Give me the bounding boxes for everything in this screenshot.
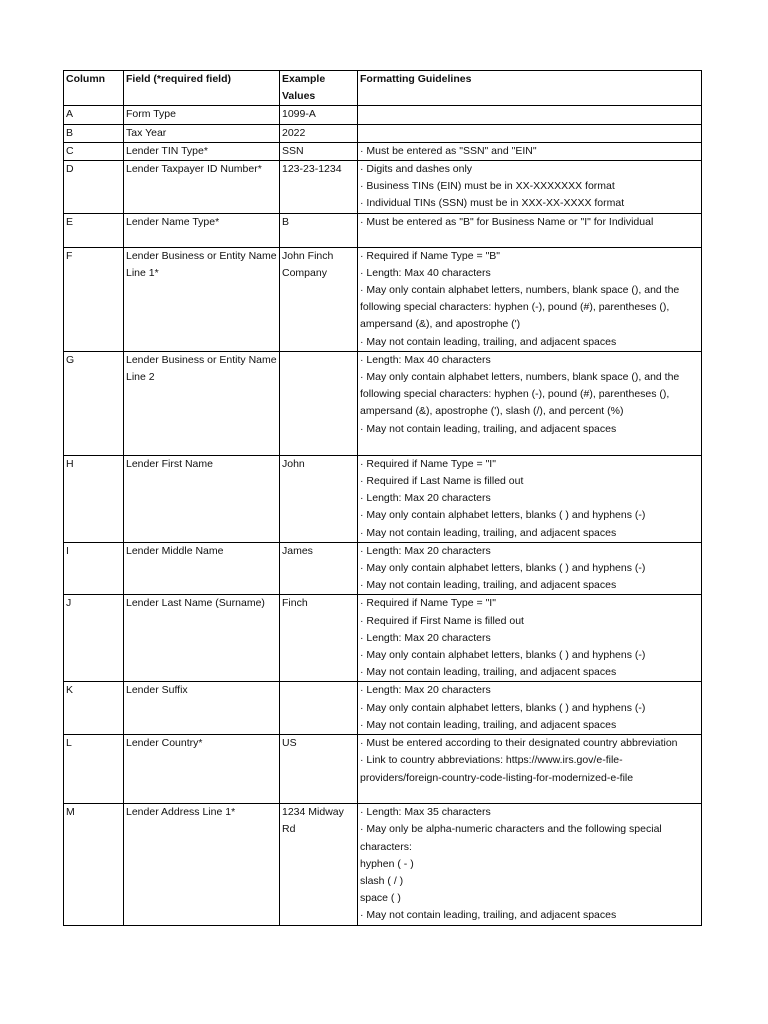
example-value-cell: John Finch Company <box>280 247 358 351</box>
guideline-item: · May only contain alphabet letters, blanks ( ) and hyphens (-) <box>360 649 646 662</box>
guideline-item: · May not contain leading, trailing, and adjacent spaces <box>360 579 617 592</box>
guideline-item: · May not contain leading, trailing, and adjacent spaces <box>360 335 617 348</box>
column-letter-cell: A <box>64 106 124 124</box>
example-value-cell: Finch <box>280 595 358 682</box>
formatting-spec-table <box>63 70 702 926</box>
guideline-item: · May only be alpha-numeric characters and the following special characters: <box>360 823 662 853</box>
field-name-cell: Lender Business or Entity Name Line 1* <box>124 247 280 351</box>
table-row <box>64 595 702 682</box>
table-row <box>64 351 702 455</box>
formatting-guidelines-cell <box>358 804 702 925</box>
formatting-guidelines-cell <box>358 455 702 542</box>
table-body <box>64 106 702 925</box>
guideline-item: · May only contain alphabet letters, numbers, blank space (), and the following special characters: hyphen (-), pound (#), parentheses (), ampersand (&), and apostrophe (') <box>360 284 680 331</box>
formatting-guidelines-cell <box>358 542 702 595</box>
header-formatting-guidelines: Formatting Guidelines <box>358 71 702 106</box>
header-example-values: Example Values <box>280 71 358 106</box>
field-name-cell: Lender Last Name (Surname) <box>124 595 280 682</box>
guideline-item: · May only contain alphabet letters, numbers, blank space (), and the following special characters: hyphen (-), pound (#), parentheses (), ampersand (&), apostrophe ('), slash (/), and percent (%) <box>360 371 680 418</box>
guideline-item: · Required if First Name is filled out <box>360 614 524 627</box>
guideline-item: · May not contain leading, trailing, and adjacent spaces <box>360 909 617 922</box>
table-row <box>64 682 702 735</box>
field-name-cell: Lender Business or Entity Name Line 2 <box>124 351 280 455</box>
guideline-item: · Length: Max 20 characters <box>360 631 491 644</box>
formatting-guidelines-cell <box>358 247 702 351</box>
table-row <box>64 124 702 142</box>
example-value-cell: 2022 <box>280 124 358 142</box>
table-row <box>64 455 702 542</box>
column-letter-cell: L <box>64 735 124 804</box>
column-letter-cell: C <box>64 142 124 160</box>
guideline-item: · Digits and dashes only <box>360 163 473 176</box>
table-row <box>64 142 702 160</box>
field-name-cell: Lender Suffix <box>124 682 280 735</box>
formatting-guidelines-cell <box>358 213 702 247</box>
guideline-item: · Length: Max 20 characters <box>360 684 491 697</box>
guideline-item: slash ( / ) <box>360 874 404 887</box>
field-name-cell: Tax Year <box>124 124 280 142</box>
guideline-item: · Length: Max 20 characters <box>360 492 491 505</box>
table-row <box>64 735 702 804</box>
guideline-item: · Link to country abbreviations: https://www.irs.gov/e-file-providers/foreign-country-code-listing-for-modernized-e-file <box>360 754 634 784</box>
guideline-item: · Length: Max 40 characters <box>360 353 491 366</box>
table-row <box>64 542 702 595</box>
column-letter-cell: H <box>64 455 124 542</box>
formatting-guidelines-cell <box>358 595 702 682</box>
guideline-item: space ( ) <box>360 892 401 905</box>
table-row <box>64 161 702 214</box>
column-letter-cell: G <box>64 351 124 455</box>
column-letter-cell: K <box>64 682 124 735</box>
guideline-item: · Must be entered according to their designated country abbreviation <box>360 737 678 750</box>
example-value-cell: 1099-A <box>280 106 358 124</box>
guideline-item: hyphen ( - ) <box>360 857 414 870</box>
column-letter-cell: M <box>64 804 124 925</box>
guideline-item: · May not contain leading, trailing, and adjacent spaces <box>360 666 617 679</box>
example-value-cell: SSN <box>280 142 358 160</box>
guideline-item: · Length: Max 20 characters <box>360 544 491 557</box>
formatting-guidelines-cell <box>358 735 702 804</box>
header-field: Field (*required field) <box>124 71 280 106</box>
field-name-cell: Lender Middle Name <box>124 542 280 595</box>
guideline-item: · Length: Max 35 characters <box>360 806 491 819</box>
guideline-item: · May only contain alphabet letters, blanks ( ) and hyphens (-) <box>360 562 646 575</box>
guideline-item: · Must be entered as "B" for Business Name or "I" for Individual <box>360 215 654 228</box>
guideline-item: · Individual TINs (SSN) must be in XXX-XX-XXXX format <box>360 197 625 210</box>
table-row <box>64 106 702 124</box>
field-name-cell: Lender Taxpayer ID Number* <box>124 161 280 214</box>
guideline-item: · Length: Max 40 characters <box>360 266 491 279</box>
guideline-item: · Required if Name Type = "I" <box>360 457 496 470</box>
column-letter-cell: B <box>64 124 124 142</box>
example-value-cell: James <box>280 542 358 595</box>
guideline-item: · Must be entered as "SSN" and "EIN" <box>360 144 537 157</box>
example-value-cell <box>280 351 358 455</box>
column-letter-cell: I <box>64 542 124 595</box>
guideline-item: · May not contain leading, trailing, and adjacent spaces <box>360 526 617 539</box>
formatting-guidelines-cell <box>358 161 702 214</box>
example-value-cell: John <box>280 455 358 542</box>
guideline-item: · Business TINs (EIN) must be in XX-XXXXXXX format <box>360 180 615 193</box>
field-name-cell: Lender Name Type* <box>124 213 280 247</box>
example-value-cell: 123-23-1234 <box>280 161 358 214</box>
guideline-item: · Required if Last Name is filled out <box>360 475 524 488</box>
formatting-guidelines-cell <box>358 142 702 160</box>
guideline-item: · May not contain leading, trailing, and adjacent spaces <box>360 718 617 731</box>
example-value-cell: 1234 Midway Rd <box>280 804 358 925</box>
header-column: Column <box>64 71 124 106</box>
example-value-cell: B <box>280 213 358 247</box>
column-letter-cell: J <box>64 595 124 682</box>
column-letter-cell: D <box>64 161 124 214</box>
field-name-cell: Lender First Name <box>124 455 280 542</box>
column-letter-cell: F <box>64 247 124 351</box>
field-name-cell: Lender Address Line 1* <box>124 804 280 925</box>
guideline-item: · Required if Name Type = "I" <box>360 597 496 610</box>
table-row <box>64 804 702 925</box>
guideline-item: · May only contain alphabet letters, blanks ( ) and hyphens (-) <box>360 509 646 522</box>
formatting-guidelines-cell <box>358 351 702 455</box>
guideline-item: · May not contain leading, trailing, and adjacent spaces <box>360 422 617 435</box>
example-value-cell <box>280 682 358 735</box>
table-row <box>64 213 702 247</box>
guideline-item: · May only contain alphabet letters, blanks ( ) and hyphens (-) <box>360 701 646 714</box>
column-letter-cell: E <box>64 213 124 247</box>
formatting-guidelines-cell <box>358 124 702 142</box>
example-value-cell: US <box>280 735 358 804</box>
guideline-item: · Required if Name Type = "B" <box>360 249 501 262</box>
formatting-guidelines-cell <box>358 682 702 735</box>
table-header-row <box>64 71 702 106</box>
table-row <box>64 247 702 351</box>
formatting-guidelines-cell <box>358 106 702 124</box>
field-name-cell: Lender TIN Type* <box>124 142 280 160</box>
field-name-cell: Form Type <box>124 106 280 124</box>
field-name-cell: Lender Country* <box>124 735 280 804</box>
